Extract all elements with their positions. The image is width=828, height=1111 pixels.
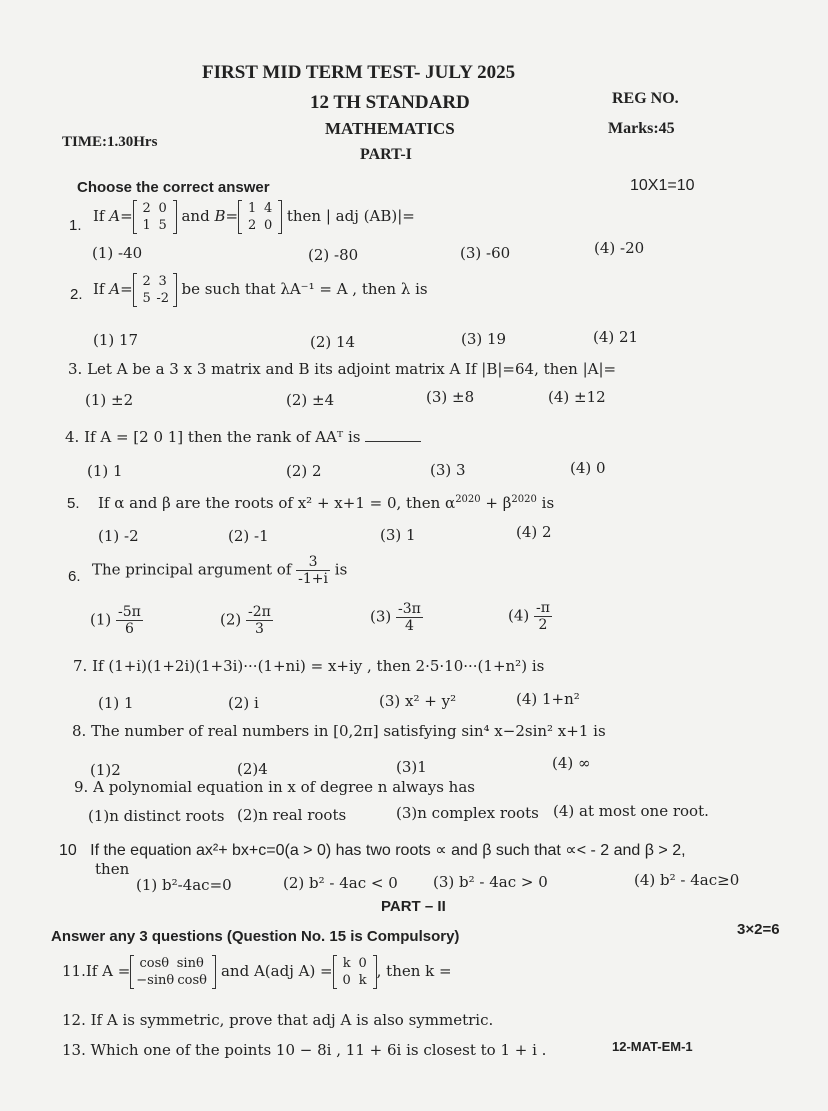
question-9: 9. A polynomial equation in x of degree n always has: [74, 778, 475, 796]
q2-option-3: (3) 19: [461, 330, 507, 348]
matrix-b: 1 4 2 0: [238, 200, 282, 234]
q3-option-4: (4) ±12: [548, 388, 606, 406]
q1-option-4: (4) -20: [594, 239, 645, 257]
q5-option-4: (4) 2: [516, 523, 552, 541]
q5-option-1: (1) -2: [98, 527, 139, 545]
part1-heading: PART-I: [360, 146, 412, 163]
question-5: If α and β are the roots of x² + x+1 = 0, then $\alpha^{2020} + \beta^{2020}$ is: [98, 494, 555, 512]
q7-option-3: (3) x² + y²: [379, 692, 457, 710]
q2-number: 2.: [70, 286, 83, 303]
question-12: 12. If A is symmetric, prove that adj A is also symmetric.: [62, 1011, 494, 1029]
exam-title: FIRST MID TERM TEST- JULY 2025: [202, 62, 516, 83]
q6-option-4: (4) $\frac{-\pi}{2}$: [508, 600, 550, 633]
q4-option-1: (1) 1: [87, 462, 123, 480]
matrix-a: 2 3 5 -2: [133, 273, 177, 307]
q9-option-4: (4) at most one root.: [553, 802, 709, 820]
q3-option-2: (2) ±4: [286, 391, 335, 409]
subject-label: MATHEMATICS: [325, 119, 455, 138]
q6-number: 6.: [68, 568, 81, 585]
q2-option-1: (1) 17: [93, 331, 139, 349]
q10-option-2: (2) b² - 4ac < 0: [283, 874, 398, 892]
question-7: 7. If (1+i)(1+2i)(1+3i)···(1+ni) = x+iy , then 2·5·10···(1+n²) is: [73, 657, 545, 675]
q4-option-4: (4) 0: [570, 459, 606, 477]
q8-option-2: (2)4: [237, 760, 268, 778]
q9-option-3: (3)n complex roots: [396, 804, 539, 822]
q8-option-1: (1)2: [90, 761, 121, 779]
question-13: 13. Which one of the points 10 − 8i , 11 + 6i is closest to 1 + i .: [62, 1041, 547, 1059]
q6-option-1: (1) $\frac{-5\pi}{6}$: [90, 604, 141, 637]
standard-label: 12 TH STANDARD: [310, 92, 470, 113]
q8-option-3: (3)1: [396, 758, 427, 776]
q2-option-4: (4) 21: [593, 328, 639, 346]
question-10: 10 If the equation ax²+ bx+c=0(a > 0) has two roots ∝ and β such that ∝< - 2 and β > 2,: [59, 842, 686, 859]
time-label: TIME:1.30Hrs: [62, 134, 158, 150]
matrix-a: 2 0 1 5: [133, 200, 177, 234]
matrix-rotation: cosθ sinθ −sinθ cosθ: [130, 955, 216, 989]
part2-scheme: 3×2=6: [737, 921, 780, 938]
q1-option-3: (3) -60: [460, 244, 511, 262]
question-1: If A= 2 0 1 5 and B= 1 4 2 0 then | adj (AB)|=: [93, 201, 415, 233]
q5-number: 5.: [67, 495, 80, 512]
q10-then: then: [95, 860, 130, 878]
q9-option-2: (2)n real roots: [237, 806, 347, 824]
footer-code: 12-MAT-EM-1: [612, 1039, 693, 1054]
q4-option-2: (2) 2: [286, 462, 322, 480]
question-6: The principal argument of $\frac{3}{-1+i}$ is: [92, 554, 348, 587]
q6-option-3: (3) $\frac{-3\pi}{4}$: [370, 601, 421, 634]
q7-option-4: (4) 1+n²: [516, 690, 580, 708]
part1-scheme: 10X1=10: [630, 177, 695, 194]
q4-option-3: (3) 3: [430, 461, 466, 479]
question-4: 4. If A = [2 0 1] then the rank of AAᵀ is: [65, 428, 421, 446]
q3-option-3: (3) ±8: [426, 388, 475, 406]
q8-option-4: (4) ∞: [552, 754, 591, 772]
reg-no-label: REG NO.: [612, 90, 679, 107]
q10-option-4: (4) b² - 4ac≥0: [634, 871, 740, 889]
q2-option-2: (2) 14: [310, 333, 356, 351]
q7-option-1: (1) 1: [98, 694, 134, 712]
q9-option-1: (1)n distinct roots: [88, 807, 225, 825]
matrix-k: k 0 0 k: [333, 955, 377, 989]
q6-option-2: (2) $\frac{-2\pi}{3}$: [220, 604, 271, 637]
q10-option-1: (1) b²-4ac=0: [136, 876, 232, 894]
part1-instruction: Choose the correct answer: [77, 179, 270, 196]
q1-number: 1.: [69, 217, 82, 234]
q5-option-3: (3) 1: [380, 526, 416, 544]
q10-option-3: (3) b² - 4ac > 0: [433, 873, 548, 891]
part2-instruction: Answer any 3 questions (Question No. 15 is Compulsory): [51, 928, 460, 945]
question-3: 3. Let A be a 3 x 3 matrix and B its adjoint matrix A If |B|=64, then |A|=: [68, 360, 617, 378]
q7-option-2: (2) i: [228, 694, 259, 712]
marks-label: Marks:45: [608, 120, 675, 137]
question-11: 11.If A = cosθ sinθ −sinθ cosθ and A(adj A) = k 0 0 k , then k =: [62, 956, 452, 988]
question-8: 8. The number of real numbers in [0,2π] satisfying sin⁴ x−2sin² x+1 is: [72, 722, 606, 740]
q3-option-1: (1) ±2: [85, 391, 134, 409]
part2-heading: PART – II: [381, 898, 446, 915]
q1-option-2: (2) -80: [308, 246, 359, 264]
q5-option-2: (2) -1: [228, 527, 269, 545]
q1-option-1: (1) -40: [92, 244, 143, 262]
question-2: If A= 2 3 5 -2 be such that λA⁻¹ = A , then λ is: [93, 274, 428, 306]
